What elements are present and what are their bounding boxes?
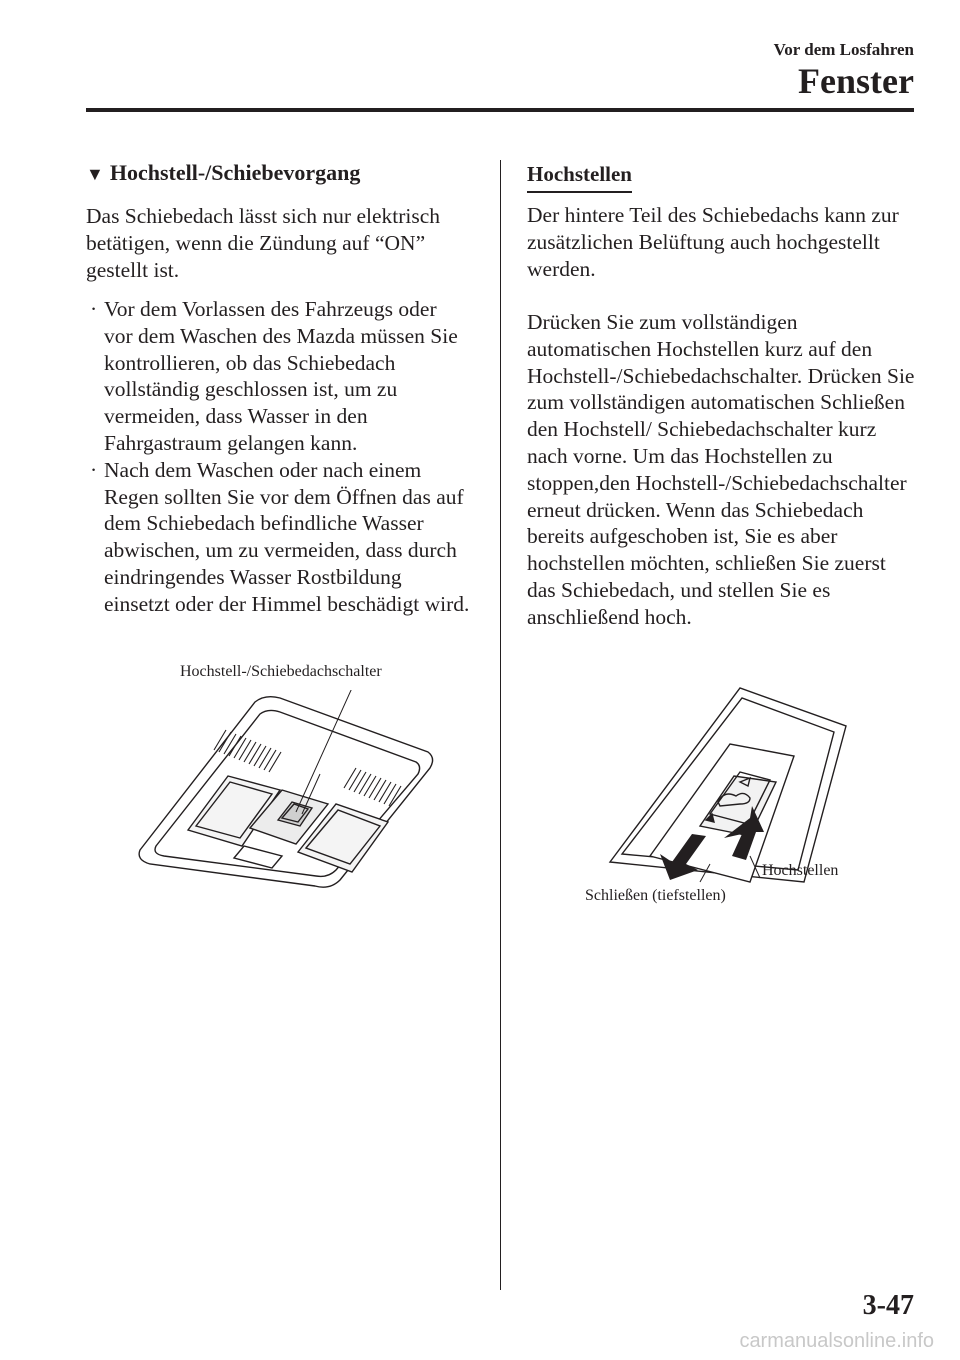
bullet-text: Vor dem Vorlassen des Fahrzeugs oder vor dem Waschen des Mazda müssen Sie kontrollieren, ob das Schiebedach vollständig geschlossen ist, um zu vermeiden, dass Wasser in den Fahrgastraum gelangen kann. — [104, 297, 458, 455]
watermark: carmanualsonline.info — [739, 1330, 934, 1352]
bullet-dot-icon: · — [90, 297, 98, 321]
tilt-instructions-paragraph: Drücken Sie zum vollständigen automatischen Hochstellen kurz auf den Hochstell-/Schiebedachschalter. Drücken Sie zum vollständigen automatischen Schließen den Hochstell/ Schiebedachschalter kurz nach vorne. Um das Hochstellen zu stoppen,den Hochstell-/Schiebedachschalter erneut drücken. Wenn das Schiebedach bereits aufgeschoben ist, Sie es aber hochstellen möchten, schließen Sie zuerst das Schiebedach, und stellen Sie es anschließend hoch. — [527, 310, 915, 629]
tilt-figure-label: Hochstellen — [762, 862, 839, 879]
page-title: Fenster — [798, 61, 914, 101]
close-figure-label: Schließen (tiefstellen) — [585, 887, 726, 904]
subsection-heading: Hochstellen — [527, 162, 632, 193]
triangle-marker-icon: ▼ — [86, 164, 104, 184]
bullet-dot-icon: · — [90, 457, 98, 482]
switch-figure-label: Hochstell-/Schiebedachschalter — [180, 663, 382, 680]
intro-paragraph: Das Schiebedach lässt sich nur elektrisch betätigen, wenn die Zündung auf “ON” gestellt ist. — [86, 204, 441, 282]
section-heading — [86, 160, 360, 186]
header-section: Vor dem Losfahren — [773, 40, 914, 59]
list-item — [90, 457, 470, 618]
section-heading-text: Hochstell-/Schiebevorgang — [109, 160, 361, 185]
header-divider — [86, 108, 914, 112]
column-divider — [500, 160, 501, 1290]
bullet-list — [90, 296, 470, 618]
tilt-intro-paragraph: Der hintere Teil des Schiebedachs kann zur zusätzlichen Belüftung auch hochgestellt werden. — [527, 203, 899, 281]
overhead-console-illustration — [130, 690, 440, 895]
list-item — [90, 296, 470, 457]
tilt-switch-illustration — [600, 686, 850, 886]
bullet-text: Nach dem Waschen oder nach einem Regen sollten Sie vor dem Öffnen das auf dem Schiebedach befindliche Wasser abwischen, um zu vermeiden, dass durch eindringendes Wasser Rostbildung einsetzt oder der Himmel beschädigt wird. — [104, 457, 470, 616]
page-number: 3-47 — [862, 1290, 914, 1321]
